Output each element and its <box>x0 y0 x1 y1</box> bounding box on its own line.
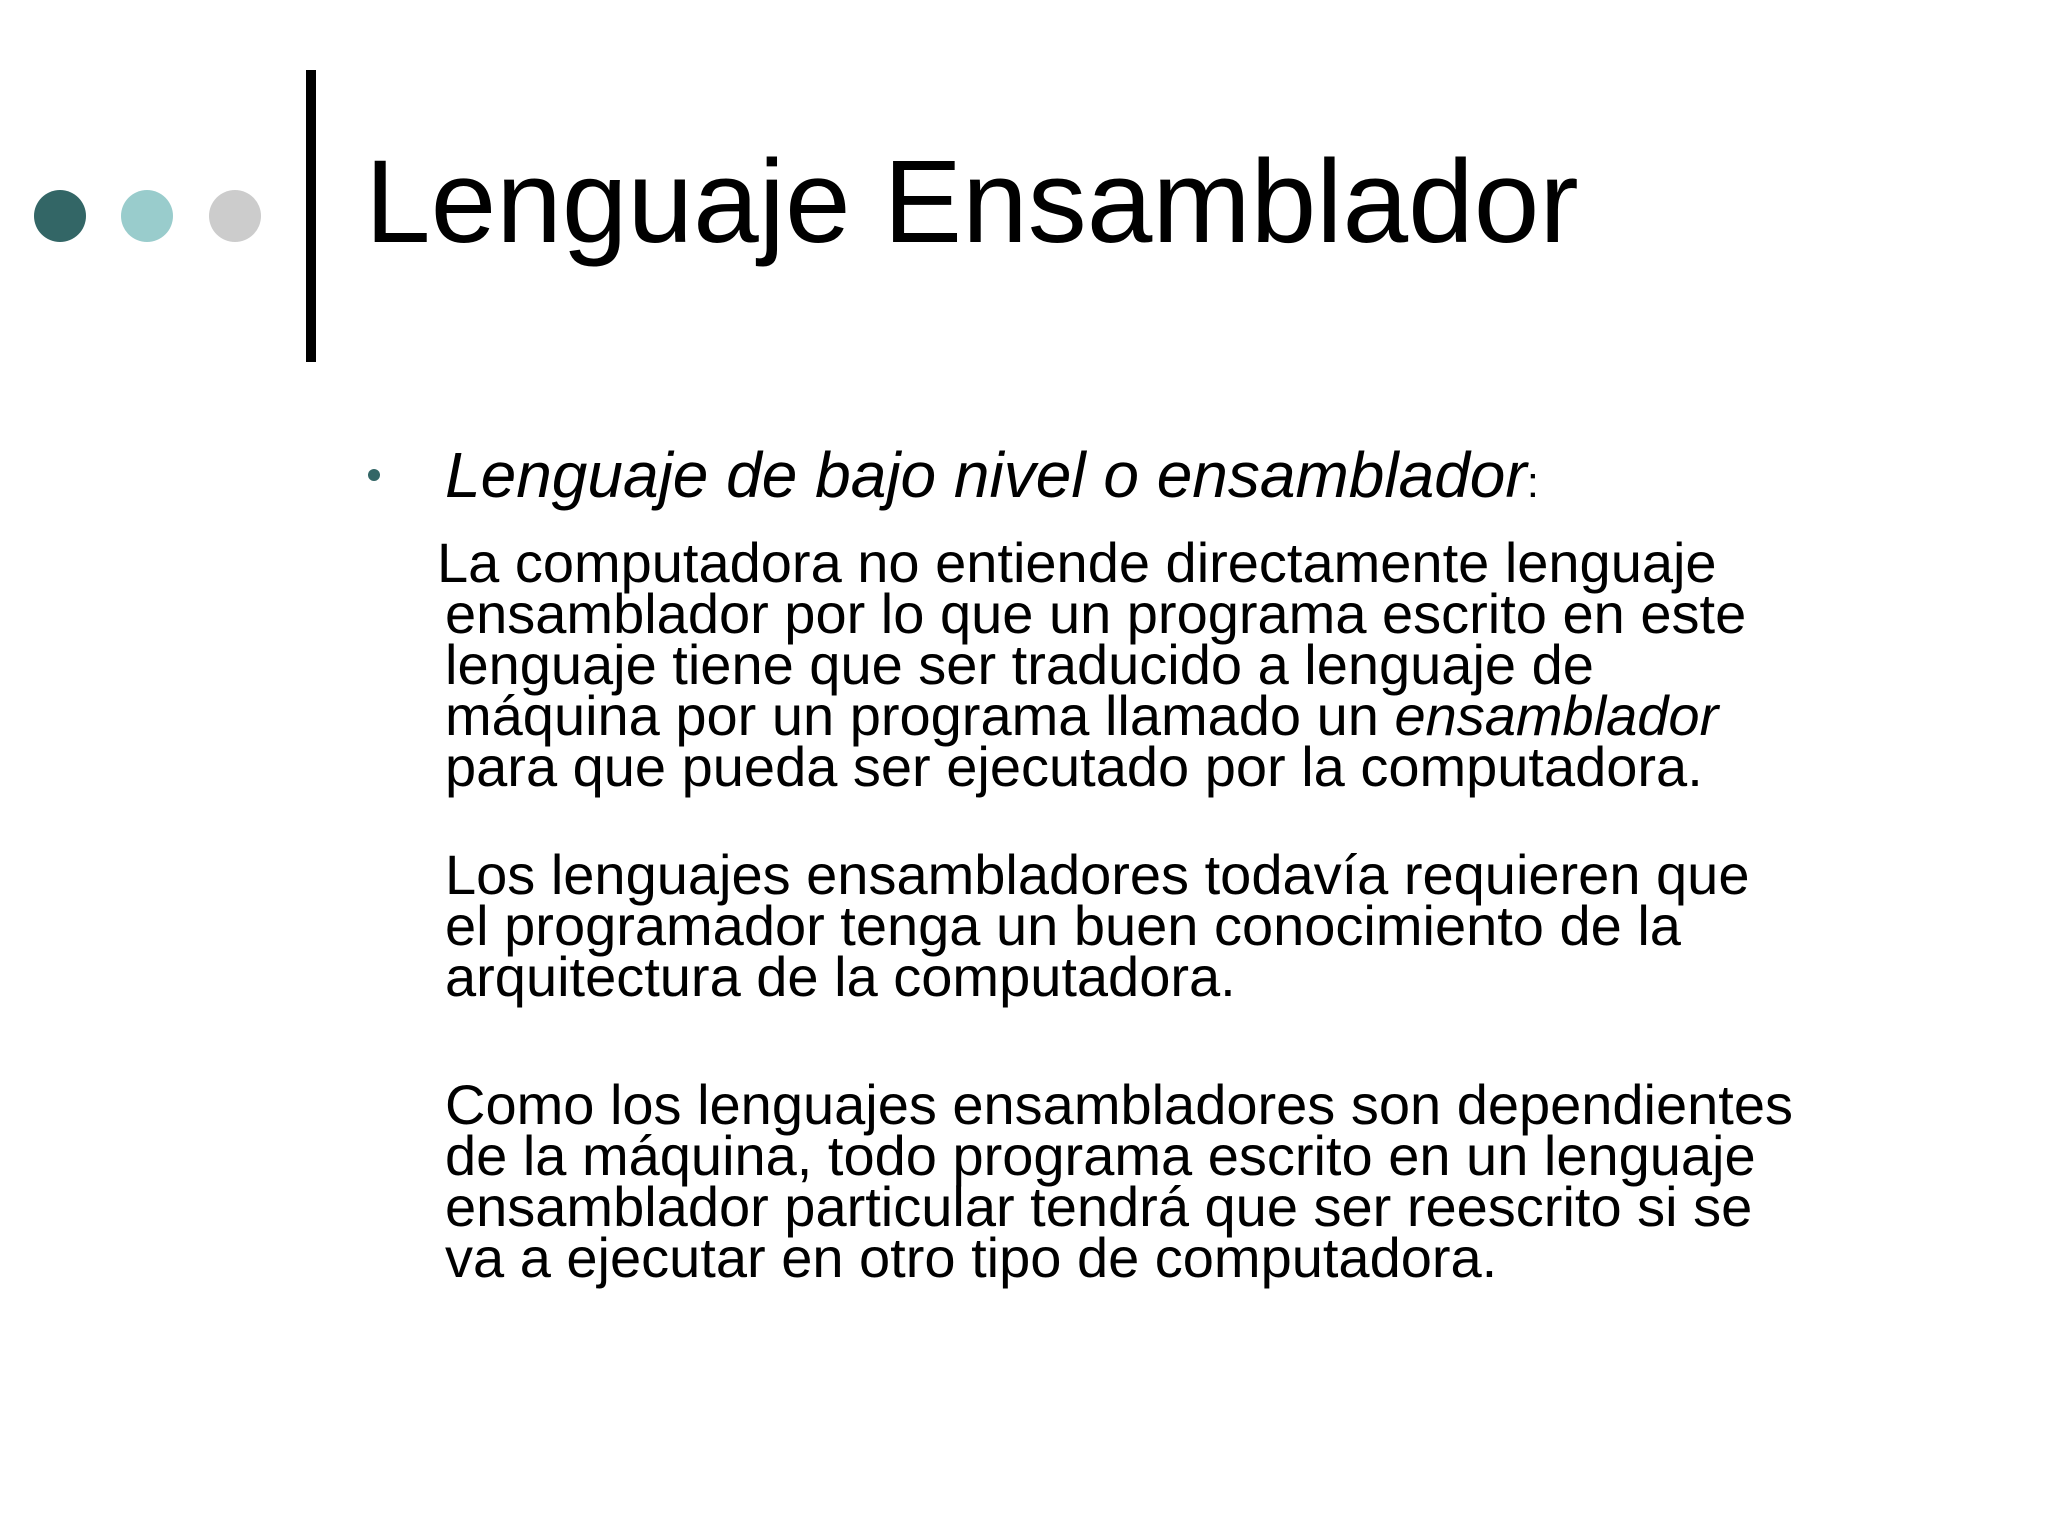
paragraph-line: Los lenguajes ensambladores todavía requieren que <box>445 843 1750 906</box>
bullet-heading <box>445 438 1539 520</box>
paragraph-line: va a ejecutar en otro tipo de computadora. <box>445 1226 1498 1289</box>
paragraph-line: el programador tenga un buen conocimiento de la <box>445 894 1681 957</box>
paragraph-line: de la máquina, todo programa escrito en un lenguaje <box>445 1124 1756 1187</box>
paragraph-line: lenguaje tiene que ser traducido a lenguaje de <box>445 633 1594 696</box>
paragraph-line: para que pueda ser ejecutado por la computadora. <box>445 735 1703 798</box>
italic-term: ensamblador <box>1394 684 1719 747</box>
paragraph-line: Como los lenguajes ensambladores son dependientes <box>445 1073 1793 1136</box>
title-divider <box>306 70 316 362</box>
bullet-heading-colon: : <box>1526 458 1539 507</box>
decorative-dot-gray <box>209 190 261 242</box>
slide-title: Lenguaje Ensamblador <box>365 136 1579 268</box>
paragraph-line: ensamblador particular tendrá que ser reescrito si se <box>445 1175 1753 1238</box>
decorative-dot-dark <box>34 190 86 242</box>
decorative-dot-teal <box>121 190 173 242</box>
paragraph-line: La computadora no entiende directamente lenguaje <box>437 531 1717 594</box>
bullet-icon <box>368 469 380 481</box>
paragraph-line: ensamblador por lo que un programa escrito en este <box>445 582 1747 645</box>
paragraph-line-text: máquina por un programa llamado un <box>445 684 1395 747</box>
paragraph-2 <box>445 843 2005 1008</box>
paragraph-line <box>445 684 2005 747</box>
paragraph-line: arquitectura de la computadora. <box>445 945 1236 1008</box>
bullet-heading-text: Lenguaje de bajo nivel o ensamblador <box>445 439 1527 511</box>
paragraph-1 <box>437 531 2005 798</box>
paragraph-3 <box>445 1073 2005 1289</box>
